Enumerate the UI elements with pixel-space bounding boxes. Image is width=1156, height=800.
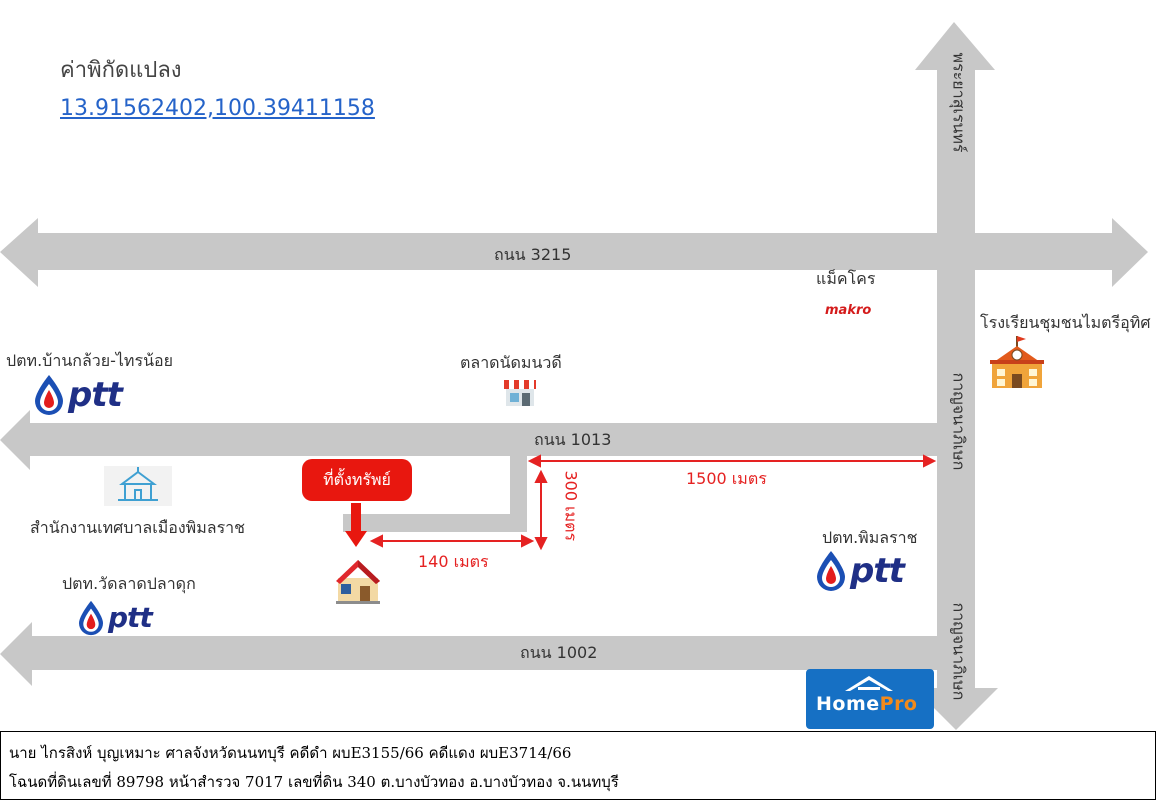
market-stall-icon — [502, 376, 538, 408]
ptt-bankluay-logo — [34, 374, 122, 416]
homepro-roof-icon — [844, 675, 894, 693]
municipal-office-label: สำนักงานเทศบาลเมืองพิมลราช — [30, 518, 245, 537]
road-3215-label: ถนน 3215 — [494, 245, 572, 264]
distance-1500-label: 1500 เมตร — [686, 469, 767, 488]
distance-arrow-1500 — [530, 456, 934, 466]
homepro-wordmark — [816, 693, 918, 715]
homepro-pro-text: Pro — [879, 693, 918, 715]
ptt-drop-icon — [78, 600, 104, 636]
vertical-road-bottom-label: กาญจนาภิเษก — [949, 602, 969, 701]
road-1002-label: ถนน 1002 — [520, 643, 598, 662]
ptt-watladpladuk-label: ปตท.วัดลาดปลาดุก — [62, 574, 196, 593]
road-1013-label: ถนน 1013 — [534, 430, 612, 449]
makro-logo: makro — [825, 303, 872, 318]
ptt-drop-icon — [816, 550, 846, 592]
map-title: ค่าพิกัดแปลง — [60, 58, 182, 83]
ptt-pimonrat-logo — [816, 550, 904, 592]
footer-deed-line: โฉนดที่ดินเลขที่ 89798 หน้าสำรวจ 7017 เลขที่ดิน 340 ต.บางบัวทอง อ.บางบัวทอง จ.นนทบุรี — [9, 773, 619, 791]
ptt-drop-icon — [34, 374, 64, 416]
ptt-watladpladuk-logo — [78, 600, 152, 636]
house-icon — [332, 556, 384, 604]
ptt-pimonrat-label: ปตท.พิมลราช — [822, 528, 918, 547]
makro-label: แม็คโคร — [816, 269, 876, 288]
coordinates-link[interactable]: 13.91562402,100.39411158 — [60, 96, 375, 121]
vertical-road-mid-label: กาญจนาภิเษก — [949, 372, 969, 471]
property-pin[interactable]: ที่ตั้งทรัพย์ — [302, 459, 412, 501]
school-icon — [988, 334, 1046, 390]
footer-case-line: นาย ไกรสิงห์ บุญเหมาะ ศาลจังหวัดนนทบุรี คดีดำ ผบE3155/66 คดีแดง ผบE3714/66 — [9, 744, 572, 762]
road-3215-shape — [0, 218, 1148, 287]
ptt-wordmark: ptt — [108, 601, 152, 634]
homepro-logo — [806, 669, 934, 729]
ptt-wordmark: ptt — [850, 551, 904, 591]
market-label: ตลาดนัดมนวดี — [460, 353, 562, 372]
soi-horizontal-shape — [343, 514, 527, 532]
distance-arrow-140 — [372, 536, 532, 546]
distance-300-label: 300 เมตร — [561, 470, 581, 542]
distance-140-label: 140 เมตร — [418, 552, 489, 571]
footer-info-box — [0, 731, 1156, 800]
ptt-wordmark: ptt — [68, 375, 122, 415]
vertical-road-top-label: พระยาสุเรนทร์ — [949, 52, 969, 153]
homepro-home-text: Home — [816, 693, 880, 715]
distance-arrow-300 — [536, 472, 546, 548]
school-label: โรงเรียนชุมชนไมตรีอุทิศ — [980, 313, 1151, 332]
municipal-office-icon — [104, 466, 172, 506]
ptt-bankluay-label: ปตท.บ้านกล้วย-ไทรน้อย — [6, 351, 173, 370]
